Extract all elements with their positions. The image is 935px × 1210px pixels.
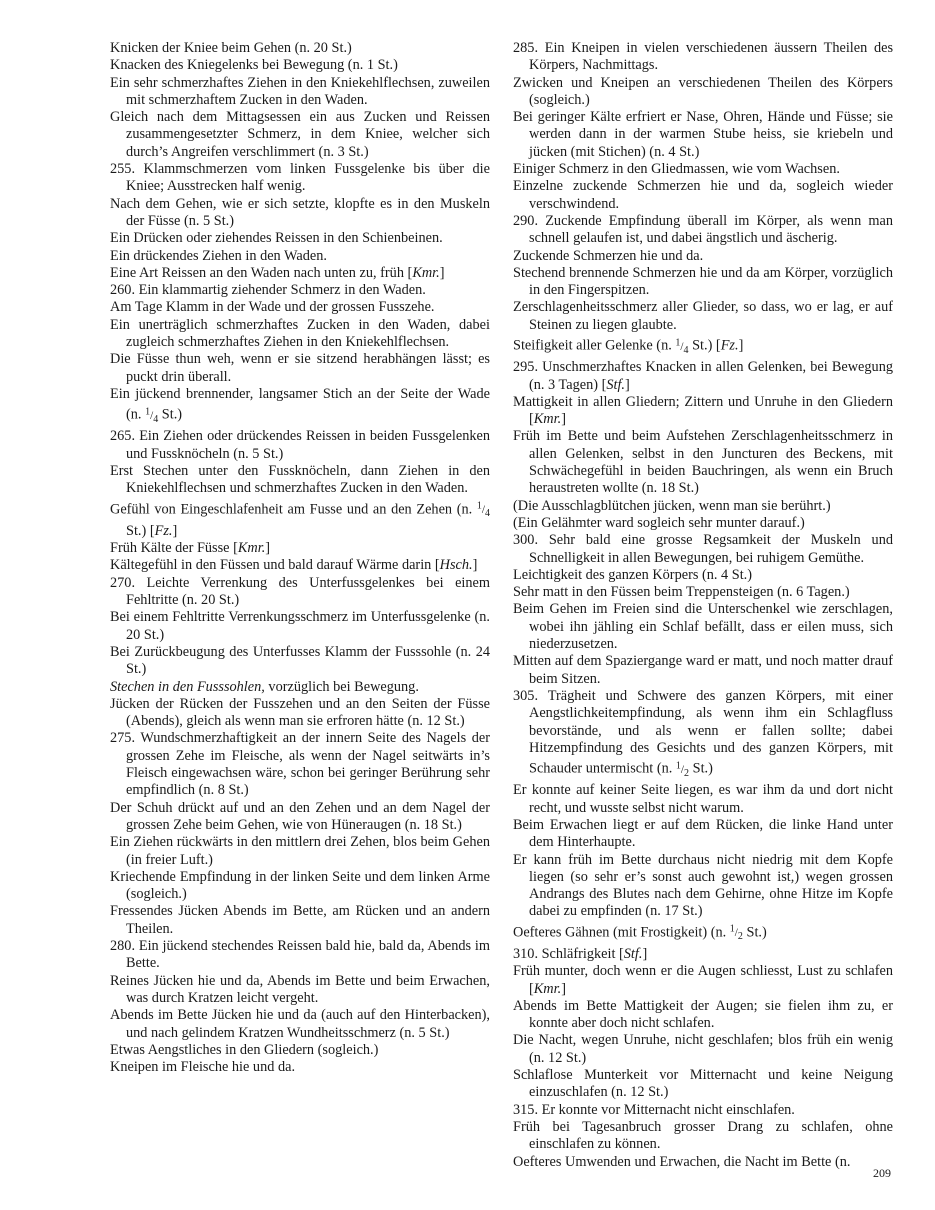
entry-number: 290. bbox=[513, 212, 546, 229]
entry-text: Beim Erwachen liegt er auf dem Rücken, die linke Hand unter dem Hinterhaupte. bbox=[513, 816, 893, 851]
entry bbox=[513, 998, 893, 1033]
entry bbox=[110, 109, 490, 161]
entry-text: Reines Jücken hie und da, Abends im Bette und beim Erwachen, was durch Kratzen leicht vergeht. bbox=[110, 972, 490, 1006]
entry-text: Leichtigkeit des ganzen Körpers (n. 4 St.) bbox=[513, 566, 753, 583]
fraction-denominator: 4 bbox=[153, 414, 159, 426]
entry-number: 275. bbox=[110, 730, 141, 747]
entry bbox=[513, 334, 893, 359]
entry-text: Unschmerzhaftes Knacken in allen Gelenken, bei Bewegung (n. 3 Tagen) [ bbox=[529, 359, 893, 393]
entry-text: Die Nacht, wegen Unruhe, nicht geschlafen; blos früh ein wenig (n. 12 St.) bbox=[513, 1032, 893, 1066]
entry bbox=[110, 903, 490, 938]
numbered-entry bbox=[110, 282, 490, 299]
entry-number: 305. bbox=[513, 687, 548, 704]
entry bbox=[513, 75, 893, 110]
fraction-numerator: 1 bbox=[675, 337, 681, 349]
fraction-numerator: 1 bbox=[476, 500, 482, 512]
entry-text: Ein drückendes Ziehen in den Waden. bbox=[110, 247, 327, 264]
entry bbox=[110, 557, 490, 574]
source-abbreviation: Stf. bbox=[606, 376, 626, 393]
entry-text: Ein sehr schmerzhaftes Ziehen in den Kniekehlflechsen, zuweilen mit schmerzhaftem Zucken in den Waden. bbox=[110, 74, 490, 108]
source-abbreviation: Stf. bbox=[623, 945, 643, 962]
entry bbox=[513, 852, 893, 921]
entry-text: Oefteres Gähnen (mit Frostigkeit) (n. bbox=[513, 924, 730, 941]
entry bbox=[110, 696, 490, 731]
fraction-numerator: 1 bbox=[675, 760, 681, 772]
entry-text: Bei Zurückbeugung des Unterfusses Klamm der Fusssohle (n. 24 St.) bbox=[110, 643, 490, 678]
entry-text: Zuckende Empfindung überall im Körper, als wenn man schnell gelaufen ist, und dabei ängstlich und äscherig. bbox=[529, 212, 894, 247]
fraction-denominator: 4 bbox=[484, 508, 490, 520]
source-abbreviation: Fz. bbox=[720, 337, 739, 354]
entry-number: 285. bbox=[513, 40, 545, 56]
entry-text: Früh munter, doch wenn er die Augen schliesst, Lust zu schlafen [ bbox=[513, 963, 893, 997]
entry bbox=[110, 230, 490, 247]
entry-text: (Die Ausschlagblütchen jücken, wenn man sie berührt.) bbox=[513, 497, 831, 514]
left-column bbox=[110, 40, 490, 1076]
entry bbox=[513, 1154, 893, 1171]
entry bbox=[110, 609, 490, 644]
source-abbreviation: Kmr. bbox=[237, 540, 266, 557]
entry-text: Eine Art Reissen an den Waden nach unten zu, früh [ bbox=[110, 264, 413, 281]
entry bbox=[513, 161, 893, 178]
entry bbox=[110, 299, 490, 316]
entry-text: ] bbox=[642, 945, 648, 962]
entry bbox=[110, 679, 490, 696]
entry-text: Ein Kneipen in vielen verschiedenen äussern Theilen des Körpers, Nachmittags. bbox=[529, 40, 894, 74]
entry-text: Der Schuh drückt auf und an den Zehen und an dem Nagel der grossen Zehe beim Gehen, wie von Hüneraugen (n. 18 St.) bbox=[110, 799, 490, 833]
entry bbox=[513, 601, 893, 653]
entry-text: Früh Kälte der Füsse [ bbox=[110, 540, 238, 557]
entry-text: ] bbox=[439, 264, 445, 281]
fraction-denominator: 4 bbox=[683, 344, 689, 356]
entry-text: Jücken der Rücken der Fusszehen und an den Seiten der Füsse (Abends), gleich als wenn man sie erfroren hätte (n. 12 St.) bbox=[110, 695, 490, 730]
entry-text: Ein jückend brennender, langsamer Stich an der Seite der Wade (n. bbox=[110, 385, 490, 423]
italic-text: Stechen in den Fusssohlen, bbox=[110, 678, 265, 695]
entry-text: (Ein Gelähmter ward sogleich sehr munter darauf.) bbox=[513, 514, 805, 531]
numbered-entry bbox=[513, 946, 893, 963]
fraction: $^1/_4$ bbox=[145, 406, 159, 426]
entry-text: Mattigkeit in allen Gliedern; Zittern und Unruhe in den Gliedern [ bbox=[513, 393, 893, 428]
entry bbox=[110, 75, 490, 110]
entry bbox=[513, 265, 893, 300]
entry bbox=[110, 196, 490, 231]
entry-text: vorzüglich bei Bewegung. bbox=[264, 678, 419, 695]
entry-text: Zerschlagenheitsschmerz aller Glieder, so dass, wo er lag, er auf Steinen zu liegen glaubte. bbox=[513, 299, 893, 333]
entry-text: Knicken der Kniee beim Gehen (n. 20 St.) bbox=[110, 40, 352, 56]
entry-number: 260. bbox=[110, 282, 139, 299]
entry-number: 315. bbox=[513, 1101, 542, 1118]
entry-text: ] bbox=[265, 540, 271, 557]
entry bbox=[513, 1119, 893, 1154]
entry-text: Sehr bald eine grosse Regsamkeit der Muskeln und Schnelligkeit in allen Bewegungen, bei ruhigem Gemüthe. bbox=[529, 532, 894, 566]
entry-text: ] bbox=[172, 522, 178, 539]
entry-text: Oefteres Umwenden und Erwachen, die Nacht im Bette (n. bbox=[513, 1153, 851, 1170]
numbered-entry bbox=[110, 575, 490, 610]
entry bbox=[513, 1067, 893, 1102]
entry-text: Ein unerträglich schmerzhaftes Zucken in den Waden, dabei zugleich schmerzhaftes Ziehen in den Kniekehlflechsen. bbox=[110, 316, 490, 351]
entry-text: Erst Stechen unter den Fussknöcheln, dann Ziehen in den Kniekehlflechsen und schmerzhaftes Zucken in den Waden. bbox=[110, 463, 490, 497]
entry-text: St.) bbox=[742, 924, 767, 941]
entry-text: St.) [ bbox=[126, 522, 155, 539]
entry-text: Ein Ziehen rückwärts in den mittlern drei Zehen, blos beim Gehen (in freier Luft.) bbox=[110, 834, 490, 868]
numbered-entry bbox=[513, 1102, 893, 1119]
entry-text: ] bbox=[625, 376, 630, 393]
entry bbox=[110, 248, 490, 265]
entry-text: Kältegefühl in den Füssen und bald darauf Wärme darin [ bbox=[110, 557, 440, 574]
entry-number: 280. bbox=[110, 938, 139, 955]
source-abbreviation: Kmr. bbox=[533, 411, 562, 428]
entry bbox=[110, 540, 490, 557]
entry bbox=[110, 800, 490, 835]
source-abbreviation: Kmr. bbox=[412, 264, 440, 281]
numbered-entry bbox=[110, 428, 490, 463]
source-abbreviation: Kmr. bbox=[533, 980, 562, 997]
entry-text: Etwas Aengstliches in den Gliedern (sogleich.) bbox=[110, 1041, 379, 1058]
fraction-numerator: 1 bbox=[145, 406, 151, 418]
entry bbox=[110, 644, 490, 679]
entry bbox=[110, 57, 490, 74]
entry bbox=[513, 248, 893, 265]
entry bbox=[110, 386, 490, 429]
entry-text: Die Füsse thun weh, wenn er sie sitzend herabhängen lässt; es puckt drin überall. bbox=[110, 351, 490, 385]
entry-number: 300. bbox=[513, 532, 549, 549]
entry-text: Ein Drücken oder ziehendes Reissen in den Schienbeinen. bbox=[110, 230, 443, 247]
entry-text: Gleich nach dem Mittagsessen ein aus Zucken und Reissen zusammengesetzter Schmerz, in dem Kniee, welcher sich durch’s Angreifen verschlimmert (n. 3 St.) bbox=[110, 109, 490, 160]
entry bbox=[513, 1032, 893, 1067]
entry-text: Er konnte auf keiner Seite liegen, es war ihm da und dort nicht recht, und wusste selbst nicht warum. bbox=[513, 782, 893, 816]
entry-text: Ein klammartig ziehender Schmerz in den Waden. bbox=[138, 282, 426, 299]
fraction-numerator: 1 bbox=[729, 923, 735, 935]
entry bbox=[513, 299, 893, 334]
entry-text: Schläfrigkeit [ bbox=[541, 945, 624, 962]
entry bbox=[513, 584, 893, 601]
page-number: 209 bbox=[873, 1166, 891, 1180]
entry bbox=[513, 109, 893, 161]
fraction: $^1/_2$ bbox=[729, 923, 743, 943]
numbered-entry bbox=[110, 938, 490, 973]
entry-number: 255. bbox=[110, 161, 144, 178]
entry-text: St.) bbox=[158, 406, 183, 423]
entry-text: Abends im Bette Mattigkeit der Augen; sie fielen ihm zu, er konnte aber doch nicht schlafen. bbox=[513, 997, 893, 1032]
entry-text: ] bbox=[472, 557, 478, 574]
fraction-denominator: 2 bbox=[684, 768, 690, 780]
entry-text: Sehr matt in den Füssen beim Treppensteigen (n. 6 Tagen.) bbox=[513, 584, 850, 601]
entry bbox=[513, 567, 893, 584]
entry bbox=[110, 1007, 490, 1042]
entry-text: ] bbox=[561, 411, 566, 428]
entry bbox=[110, 1042, 490, 1059]
entry bbox=[110, 317, 490, 352]
entry-number: 265. bbox=[110, 428, 140, 445]
numbered-entry bbox=[513, 359, 893, 394]
entry-text: ] bbox=[561, 980, 566, 997]
entry-text: Am Tage Klamm in der Wade und der grossen Fusszehe. bbox=[110, 299, 435, 316]
entry-text: Wundschmerzhaftigkeit an der innern Seite des Nagels der grossen Zehe im Fleische, als wenn der Nagel seitwärts in’s Fleisch eingewachsen wäre, schon bei geringer Berührung sehr empfindlich (n. 8 St.) bbox=[126, 730, 490, 799]
entry bbox=[110, 869, 490, 904]
entry-text: Einzelne zuckende Schmerzen hie und da, sogleich wieder verschwindend. bbox=[513, 178, 893, 212]
entry bbox=[110, 834, 490, 869]
entry-text: Er kann früh im Bette durchaus nicht niedrig mit dem Kopfe liegen (so sehr er’s sonst auch gewohnt ist,) wegen grossen Andrangs des Blutes nach dem Gehirne, ohne Hitze im Kopfe dabei zu empfinden (n. 17 St.) bbox=[513, 851, 893, 920]
entry-text: Schlaflose Munterkeit vor Mitternacht und keine Neigung einzuschlafen (n. 12 St.) bbox=[513, 1067, 893, 1101]
entry-text: Klammschmerzen vom linken Fussgelenke bis über die Kniee; Ausstrecken half wenig. bbox=[126, 161, 490, 195]
numbered-entry bbox=[513, 688, 893, 782]
right-column bbox=[513, 40, 893, 1171]
entry-text: Steifigkeit aller Gelenke (n. bbox=[513, 337, 676, 354]
entry-text: Abends im Bette Jücken hie und da (auch auf den Hinterbacken), und nach gelindem Kratzen Wundheitsschmerz (n. 5 St.) bbox=[110, 1007, 490, 1041]
source-abbreviation: Hsch. bbox=[439, 557, 473, 574]
entry-text: Früh bei Tagesanbruch grosser Drang zu schlafen, ohne einschlafen zu können. bbox=[513, 1118, 893, 1153]
entry-text: Früh im Bette und beim Aufstehen Zerschlagenheitsschmerz in allen Gelenken, selbst in den Juncturen des Beckens, mit Schwächegefühl in beiden Bauchringen, als wenn ein Bruch heraustreten wollte (n. 18 St.) bbox=[513, 428, 893, 497]
entry-text: Fressendes Jücken Abends im Bette, am Rücken und an andern Theilen. bbox=[110, 903, 490, 937]
entry bbox=[110, 973, 490, 1008]
entry bbox=[513, 817, 893, 852]
entry-text: St.) bbox=[689, 760, 713, 777]
fraction-denominator: 2 bbox=[737, 931, 743, 943]
fraction: $^1/_2$ bbox=[675, 760, 690, 780]
entry-text: Nach dem Gehen, wie er sich setzte, klopfte es in den Muskeln der Füsse (n. 5 St.) bbox=[110, 195, 490, 229]
entry-text: Bei geringer Kälte erfriert er Nase, Ohren, Hände und Füsse; sie werden dann in der warmen Stube heiss, sie kriebeln und jücken (mit Stichen) (n. 4 St.) bbox=[513, 109, 893, 160]
entry-text: Er konnte vor Mitternacht nicht einschlafen. bbox=[541, 1101, 795, 1118]
entry-text: Zuckende Schmerzen hie und da. bbox=[513, 247, 704, 264]
entry-text: Ein Ziehen oder drückendes Reissen in beiden Fussgelenken und Fussknöcheln (n. 5 St.) bbox=[126, 428, 491, 462]
numbered-entry bbox=[513, 213, 893, 248]
entry-text: Mitten auf dem Spaziergange ward er matt, und noch matter drauf beim Sitzen. bbox=[513, 653, 893, 687]
entry-number: 295. bbox=[513, 359, 543, 376]
entry-text: ] bbox=[738, 337, 744, 354]
entry-number: 270. bbox=[110, 574, 147, 591]
entry-text: Trägheit und Schwere des ganzen Körpers, mit einer Aengstlichkeitempfindung, als wenn ihm ein Schlagfluss bevorstände, und als wenn er fallen sollte; dabei Hitzempfindung des Gesichts und des ganzen Körpers, mit Schauder untermischt (n. bbox=[529, 687, 893, 777]
entry bbox=[513, 963, 893, 998]
entry bbox=[513, 394, 893, 429]
entry-text: Gefühl von Eingeschlafenheit am Fusse und an den Zehen (n. bbox=[110, 501, 477, 518]
entry bbox=[110, 351, 490, 386]
entry-number: 310. bbox=[513, 945, 542, 962]
entry-text: Kriechende Empfindung in der linken Seite und dem linken Arme (sogleich.) bbox=[110, 868, 490, 903]
entry-text: Bei einem Fehltritte Verrenkungsschmerz im Unterfussgelenke (n. 20 St.) bbox=[110, 609, 490, 643]
entry bbox=[110, 265, 490, 282]
entry bbox=[110, 498, 490, 541]
entry-text: Kneipen im Fleische hie und da. bbox=[110, 1059, 296, 1076]
entry-text: Beim Gehen im Freien sind die Unterschenkel wie zerschlagen, wobei ihn jähling ein Schlaf befällt, dass er eilen muss, sich niederzusetzen. bbox=[513, 601, 893, 653]
entry bbox=[110, 1059, 490, 1076]
numbered-entry bbox=[110, 161, 490, 196]
entry-text: Einiger Schmerz in den Gliedmassen, wie vom Wachsen. bbox=[513, 161, 840, 178]
entry-text: Leichte Verrenkung des Unterfussgelenkes bei einem Fehltritte (n. 20 St.) bbox=[126, 574, 491, 609]
numbered-entry bbox=[513, 40, 893, 75]
fraction: $^1/_4$ bbox=[675, 337, 689, 356]
source-abbreviation: Fz. bbox=[154, 522, 173, 539]
entry-text: Ein jückend stechendes Reissen bald hie, bald da, Abends im Bette. bbox=[126, 938, 490, 972]
fraction: $^1/_4$ bbox=[476, 500, 490, 520]
numbered-entry bbox=[513, 532, 893, 567]
entry bbox=[513, 178, 893, 213]
entry-text: Stechend brennende Schmerzen hie und da am Körper, vorzüglich in den Fingerspitzen. bbox=[513, 264, 893, 299]
entry bbox=[513, 428, 893, 497]
entry bbox=[513, 921, 893, 946]
entry bbox=[513, 653, 893, 688]
entry bbox=[513, 498, 893, 515]
entry bbox=[110, 40, 490, 57]
entry bbox=[513, 515, 893, 532]
entry bbox=[513, 782, 893, 817]
entry-text: Knacken des Kniegelenks bei Bewegung (n. 1 St.) bbox=[110, 57, 398, 74]
entry bbox=[110, 463, 490, 498]
entry-text: Zwicken und Kneipen an verschiedenen Theilen des Körpers (sogleich.) bbox=[513, 74, 893, 108]
numbered-entry bbox=[110, 730, 490, 799]
entry-text: St.) [ bbox=[688, 337, 721, 354]
